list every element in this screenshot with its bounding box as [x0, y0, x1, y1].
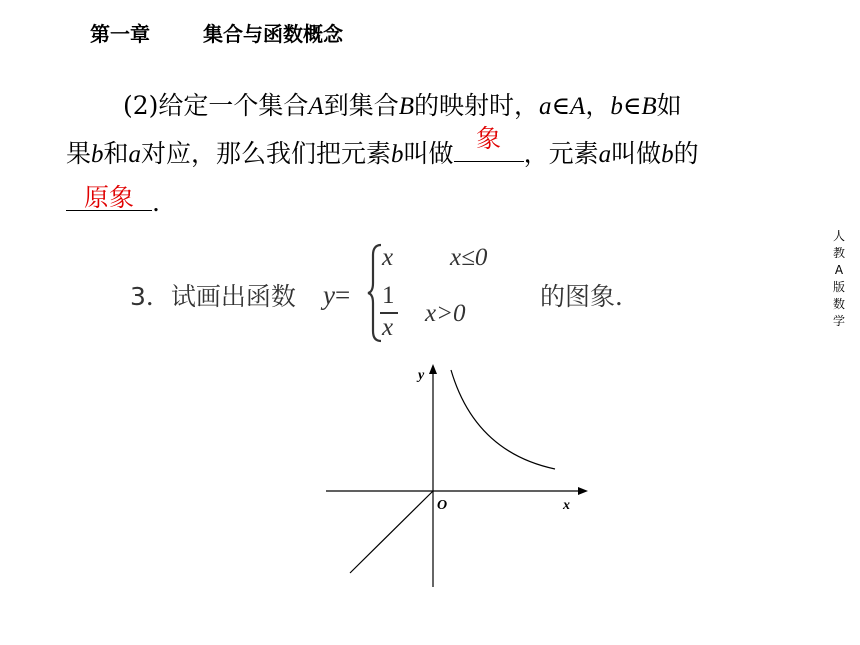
para2-line3: [66, 184, 160, 217]
side-char: A: [834, 263, 844, 277]
function-graph: [320, 362, 590, 592]
question3-suffix: 的图象．: [540, 282, 641, 311]
answer-1: 象: [476, 124, 502, 153]
side-char: 版: [832, 280, 845, 294]
text: ，元素: [523, 139, 599, 168]
chapter-label: 第一章: [90, 22, 150, 46]
element-of-symbol: ∈: [622, 91, 642, 120]
answer-blank-1: [454, 124, 524, 162]
text: (2)给定一个集合: [123, 91, 309, 120]
var-B: B: [641, 93, 657, 120]
var-b: b: [610, 93, 623, 120]
text: 叫做: [611, 139, 662, 168]
var-a: a: [598, 141, 612, 168]
text: ，: [585, 91, 611, 120]
side-char: 学: [832, 314, 845, 328]
x-axis-arrow: [578, 487, 588, 495]
equals: =: [334, 280, 351, 310]
answer-2: 原象: [83, 183, 134, 212]
side-char: 数: [832, 297, 845, 311]
var-A: A: [570, 93, 586, 120]
var-B: B: [398, 93, 414, 120]
para2-line1: [123, 86, 682, 122]
question3-prefix: 3．试画出函数: [130, 282, 296, 311]
text: 叫做: [403, 139, 454, 168]
page-header: [90, 18, 343, 47]
var-A: A: [308, 93, 324, 120]
case2-numerator: 1: [382, 282, 395, 309]
side-label: [832, 228, 846, 330]
text: .: [152, 188, 160, 217]
y-axis-label: y: [418, 368, 425, 383]
case1-expr: x: [382, 244, 394, 271]
y-axis-arrow: [429, 364, 437, 374]
element-of-symbol: ∈: [551, 91, 571, 120]
var-b: b: [661, 141, 674, 168]
case2-condition: x>0: [425, 300, 466, 327]
case1-condition: x≤0: [450, 244, 488, 271]
var-b: b: [91, 141, 104, 168]
var-b: b: [391, 141, 404, 168]
case2-denominator: x: [382, 314, 394, 341]
text: 对应，那么我们把元素: [141, 139, 392, 168]
text: 到集合: [323, 91, 399, 120]
text: 的: [673, 139, 699, 168]
answer-blank-2: [66, 184, 152, 211]
origin-label: O: [437, 498, 448, 513]
var-a: a: [128, 141, 142, 168]
text: 的映射时，: [414, 91, 540, 120]
side-char: 教: [832, 246, 845, 260]
side-char: 人: [832, 229, 845, 243]
text: 和: [103, 139, 129, 168]
para2-line2: [66, 124, 699, 170]
var-a: a: [539, 93, 552, 120]
text: 如: [656, 91, 682, 120]
x-axis-label: x: [563, 498, 570, 513]
piecewise-brace: [367, 243, 383, 343]
chapter-title: 集合与函数概念: [202, 22, 343, 46]
var-y: y: [323, 280, 335, 310]
curve-y-equals-1-over-x: [451, 370, 555, 469]
line-y-equals-x: [350, 491, 433, 573]
function-y: [323, 280, 350, 311]
text: 果: [66, 139, 92, 168]
